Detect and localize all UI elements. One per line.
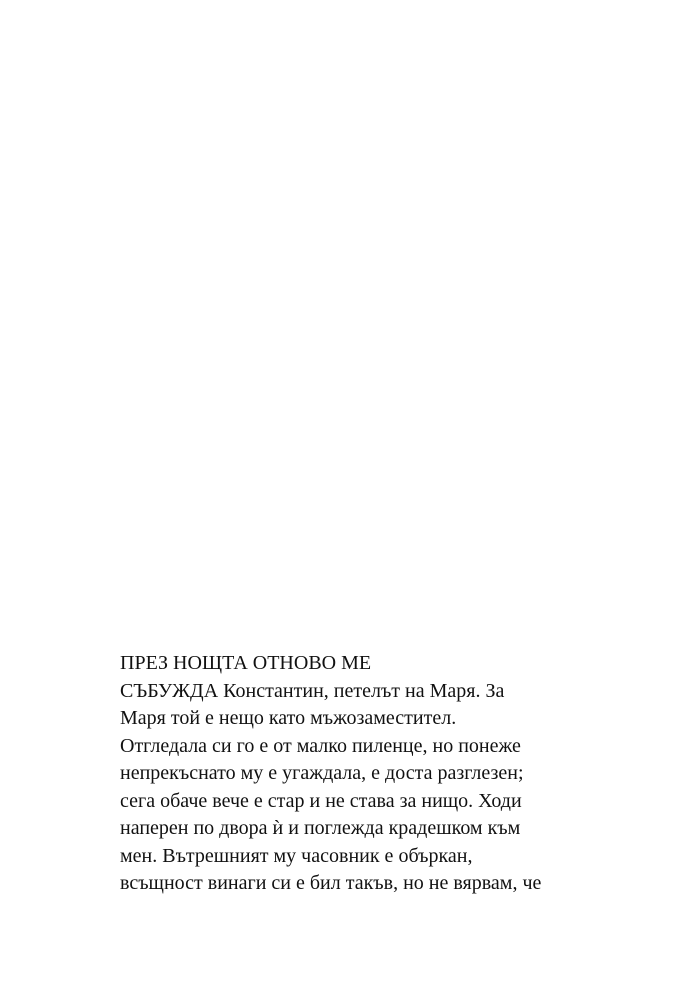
text-line-8: мен. Вътрешният му часовник е объркан, <box>120 844 473 867</box>
text-line-6: сега обаче вече е стар и не става за нищо. Ходи <box>120 789 522 812</box>
text-line-9: всъщност винаги си е бил такъв, но не вярвам, че <box>120 872 542 894</box>
text-line-7: наперен по двора ѝ и поглежда крадешком към <box>120 817 521 839</box>
text-line-5: непрекъснато му е угаждала, е доста разглезен; <box>120 762 524 784</box>
text-line-4: Отгледала си го е от малко пиленце, но понеже <box>120 734 521 757</box>
body-text <box>120 650 590 898</box>
text-line-3: Маря той е нещо като мъжозаместител. <box>120 707 457 729</box>
text-line-2: СЪБУЖДА Константин, петелът на Маря. За <box>120 679 505 702</box>
text-line-1: ПРЕЗ НОЩТА ОТНОВО МЕ <box>120 652 372 674</box>
